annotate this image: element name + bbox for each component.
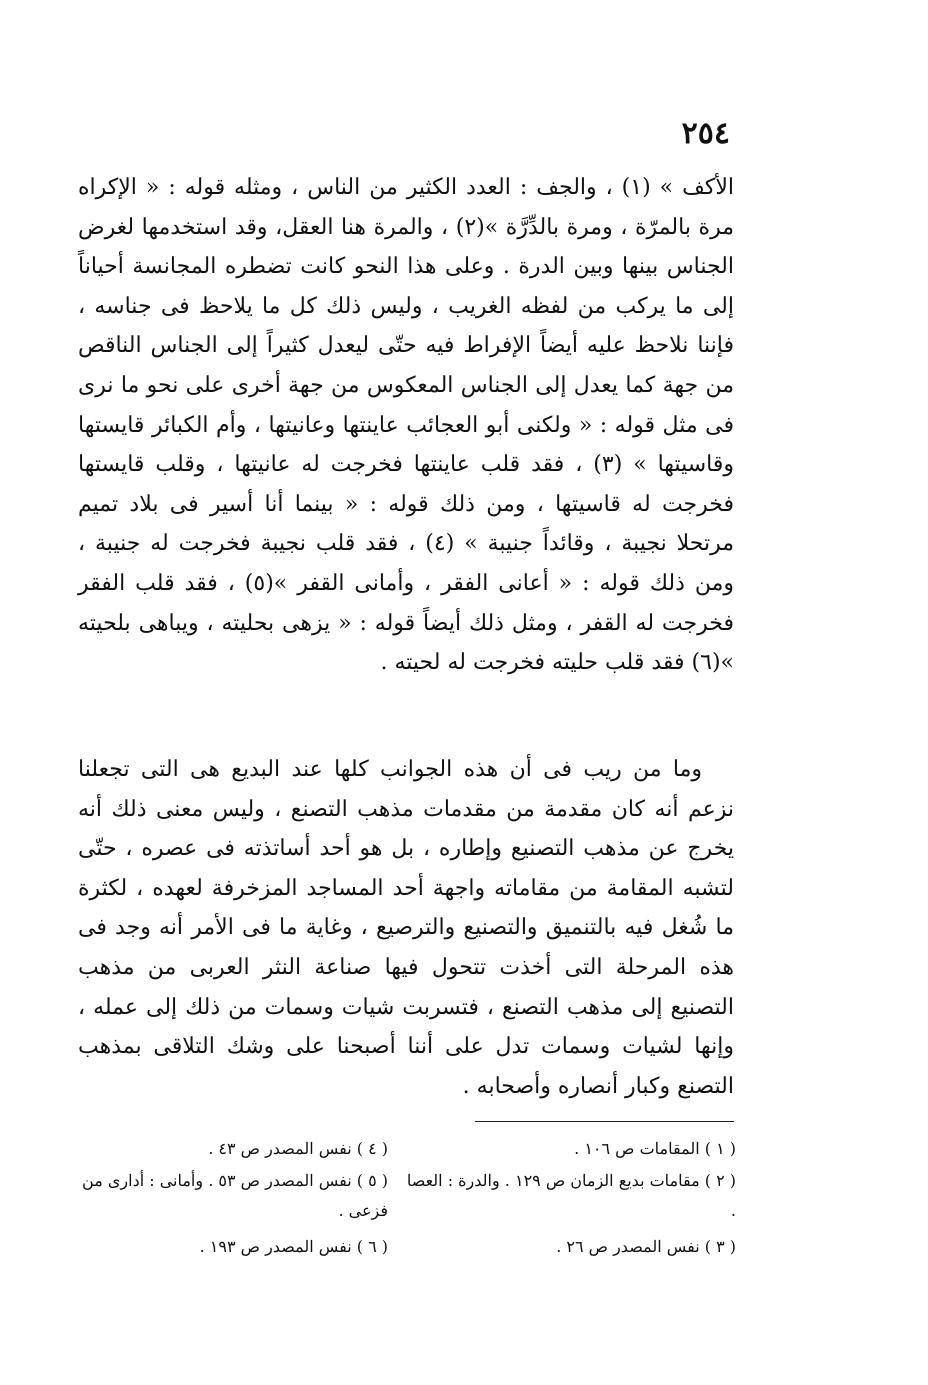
footnote-4: ( ٤ ) نفس المصدر ص ٤٣ .: [208, 1139, 388, 1158]
body-paragraph-1: الأكف » (١) ، والجف : العدد الكثير من الناس ، ومثله قوله : « الإكراه مرة بالمرّة ، ومرة بالدِّرَّة »(٢) ، والمرة هنا العقل، وقد استخدمها لغرض الجناس بينها وبين الدرة . وعلى هذا النحو كانت تضطره المجانسة أحياناً إلى ما يركب من لفظه الغريب ، وليس ذلك كل ما يلاحظ فى جناسه ، فإننا نلاحظ عليه أيضاً الإفراط فيه حتّى ليعدل كثيراً إلى الجناس الناقص من جهة كما يعدل إلى الجناس المعكوس من جهة أخرى على نحو ما نرى فى مثل قوله : « ولكنى أبو العجائب عاينتها وعانيتها ، وأم الكبائر قايستها وقاسيتها » (٣) ، فقد قلب عاينتها فخرجت له عانيتها ، وقلب قايستها فخرجت له قاسيتها ، ومن ذلك قوله : « بينما أنا أسير فى بلاد تميم مرتحلا نجيبة ، وقائداً جنيبة » (٤) ، فقد قلب نجيبة فخرجت له جنيبة ، ومن ذلك قوله : « أعانى الفقر ، وأمانى القفر »(٥) ، فقد قلب الفقر فخرجت له القفر ، ومثل ذلك أيضاً قوله : « يزهى بحليته ، ويباهى بلحيته »(٦) فقد قلب حليته فخرجت له لحيته .: [78, 175, 735, 676]
footnote-1: ( ١ ) المقامات ص ١٠٦ .: [574, 1139, 736, 1158]
body-paragraph-2: وما من ريب فى أن هذه الجوانب كلها عند البديع هى التى تجعلنا نزعم أنه كان مقدمة من مقدمات مذهب التصنع ، وليس معنى ذلك أنه يخرج عن مذهب التصنيع وإطاره ، بل هو أحد أساتذته فى عصره ، حتّى لتشبه المقامة من مقاماته واجهة أحد المساجد المزخرفة لعهده ، لكثرة ما شُغل فيه بالتنميق والتصنيع والترصيع ، وغاية ما فى الأمر أنه وجد فى هذه المرحلة التى أخذت تتحول فيها صناعة النثر العربى من مذهب التصنيع إلى مذهب التصنع ، فتسربت شيات وسمات من ذلك إلى عمله ، وإنها لشيات وسمات تدل على أننا أصبحنا على وشك التلاقى بمذهب التصنع وكبار أنصاره وأصحابه .: [78, 757, 734, 1099]
footnote-2: ( ٢ ) مقامات بديع الزمان ص ١٢٩ . والدرة : العصا .: [406, 1171, 736, 1220]
footnote-3: ( ٣ ) نفس المصدر ص ٢٦ .: [556, 1237, 736, 1256]
footnote-6: ( ٦ ) نفس المصدر ص ١٩٣ .: [199, 1237, 388, 1256]
footnote-divider: [475, 1121, 734, 1122]
page-number: ٢٥٤: [681, 116, 730, 151]
footnote-5: ( ٥ ) نفس المصدر ص ٥٣ . وأمانى : أدارى من فزعى .: [82, 1171, 388, 1220]
